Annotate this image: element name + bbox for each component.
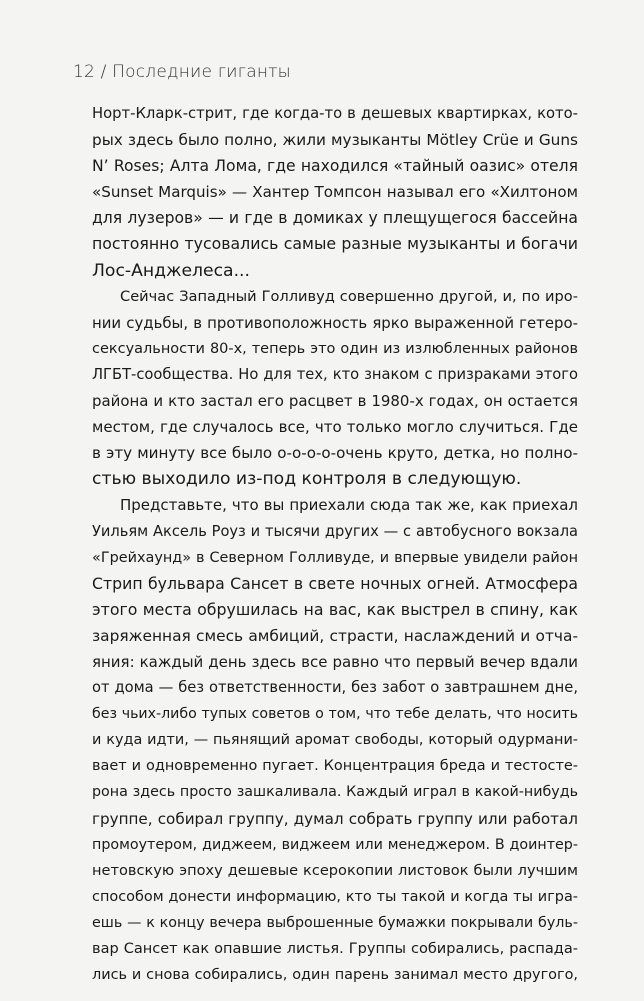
text-line: от дома — без ответственности, без забот о завтрашнем дне, (92, 679, 578, 697)
text-line: группе, собирал группу, думал собрать группу или работал (92, 809, 578, 828)
text-line: постоянно тусовались самые разные музыканты и богачи (92, 234, 578, 254)
body-text (92, 101, 578, 988)
paragraph-1 (92, 101, 578, 284)
text-line: рых здесь было полно, жили музыканты Mötley Crüe и Guns (92, 131, 578, 150)
text-line: промоутером, диджеем, виджеем или менеджером. В доинтер- (92, 836, 578, 853)
text-line: Стрип бульвара Сансет в свете ночных огней. Атмосфера (92, 573, 578, 593)
text-line: вает и одновременно пугает. Концентрация бреда и тестосте- (92, 758, 578, 775)
text-line: N’ Roses; Алта Лома, где находился «тайный оазис» отеля (92, 157, 578, 176)
text-line: Норт-Кларк-стрит, где когда-то в дешевых квартирках, кото- (92, 105, 578, 122)
text-line: ЛГБТ-сообщества. Но для тех, кто знаком с призраками этого (92, 365, 578, 383)
text-line: нетовскую эпоху дешевые ксерокопии листовок были лучшим (92, 861, 578, 879)
text-line: Сейчас Западный Голливуд совершенно другой, и, по иро- (120, 287, 578, 305)
text-line: заряженная смесь амбиций, страсти, наслаждений и отча- (92, 626, 578, 645)
text-line: стью выходило из-под контроля в следующую. (92, 469, 522, 490)
text-line: лись и снова собирались, один парень занимал место другого, (92, 967, 578, 984)
text-line: способом донести информацию, кто ты такой и когда ты игра- (92, 888, 578, 905)
text-line: нии судьбы, в противоположность ярко выраженной гетеро- (92, 313, 578, 332)
text-line: Уильям Аксель Роуз и тысячи других — с автобусного вокзала (92, 522, 578, 540)
running-head: 12 / Последние гиганты (73, 62, 291, 82)
text-line: «Грейхаунд» в Северном Голливуде, и впервые увидели район (92, 549, 578, 566)
text-line: этого места обрушилась на вас, как выстрел в спину, как (92, 599, 578, 619)
text-line: местом, где случалось все, что только могло случиться. Где (92, 418, 578, 437)
text-line: Лос-Анджелеса... (92, 260, 250, 281)
text-line: в эту минуту все было о-о-о-о-очень круто, детка, но полно- (92, 444, 578, 463)
paragraph-2 (92, 284, 578, 493)
text-line: для лузеров» — и где в домиках у плещущегося бассейна (92, 208, 578, 228)
text-line: и куда идти, — пьянящий аромат свободы, который одурмани- (92, 732, 578, 749)
text-line: Представьте, что вы приехали сюда так же, как приехал (120, 496, 578, 515)
text-line: вар Сансет как опавшие листья. Группы собирались, распада- (92, 941, 578, 957)
text-line: яния: каждый день здесь все равно что первый вечер вдали (92, 652, 578, 671)
text-line: района и кто застал его расцвет в 1980-х годах, он остается (92, 392, 578, 411)
paragraph-3 (92, 492, 578, 988)
text-line: «Sunset Marquis» — Хантер Томпсон называл его «Хилтоном (92, 183, 578, 202)
text-line: ешь — к концу вечера выброшенные бумажки покрывали буль- (92, 914, 578, 931)
text-line: рона здесь просто зашкаливала. Каждый играл в какой-нибудь (92, 784, 578, 801)
text-line: без чьих-либо тупых советов о том, что тебе делать, что носить (92, 706, 578, 723)
text-line: сексуальности 80-х, теперь это один из излюбленных районов (92, 340, 578, 357)
